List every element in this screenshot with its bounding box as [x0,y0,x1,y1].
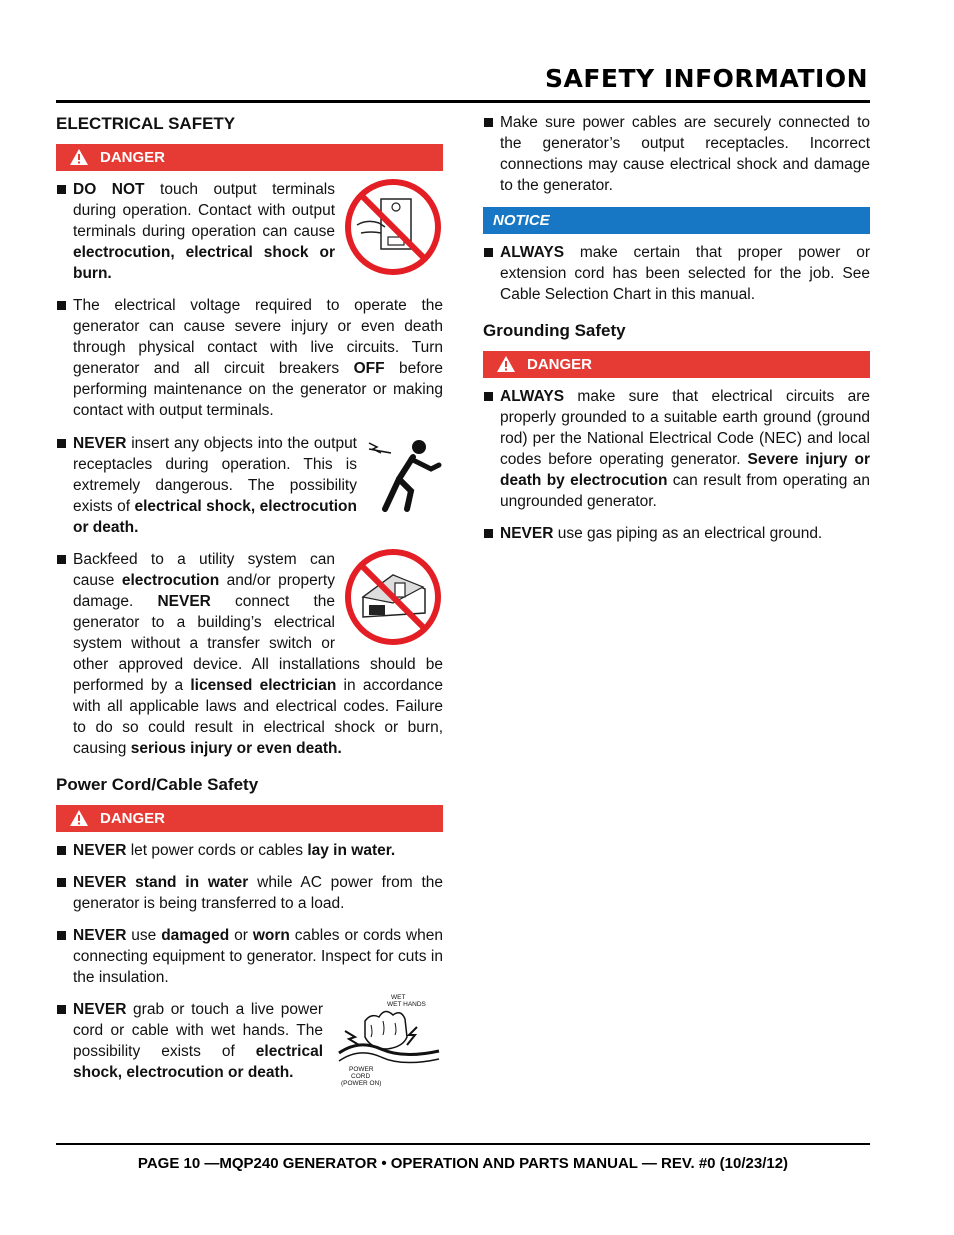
bullet-never-insert-objects: NEVER insert any objects into the output receptacles during operation. This is extremely dangerous. The possibility exists of electrical shock, electrocution or death. [56,433,443,538]
bullet-square-icon [57,301,66,310]
bullet-square-icon [57,931,66,940]
bullet-square-icon [57,439,66,448]
danger-label: DANGER [100,810,166,827]
footer-rule [56,1143,870,1145]
bullet-square-icon [484,529,493,538]
electrocution-person-icon [365,435,443,513]
fig-label-hands: WET HANDS [387,1001,426,1008]
sub-title-power-cord-safety: Power Cord/Cable Safety [56,775,259,794]
warning-triangle-icon [496,355,516,373]
bullet-wet-hands: WET WET HANDS POWER CORD (POWER ON) NEVER grab or touch a live power cord or cable with wet hands. The possibility exists of electrical shock, electrocution or death. [56,999,443,1083]
bullet-backfeed: Backfeed to a utility system can cause electrocution and/or property damage. NEVER connect the generator to a building’s electrical system without a transfer switch or other approved device. All installations should be performed by a licensed electrician in accordance with all applicable laws and electrical codes. Failure to do so could result in electrical shock or burn, causing serious injury or even death. [56,549,443,759]
page-title: SAFETY INFORMATION [545,64,868,93]
no-touch-terminals-icon [343,177,443,277]
right-column [483,112,870,555]
sub-title-grounding-safety: Grounding Safety [483,321,626,340]
fig-label-cord: CORD [351,1073,371,1080]
wet-hands-power-cord-icon [331,991,443,1087]
bullet-proper-cord: ALWAYS make certain that proper power or extension cord has been selected for the job. See Cable Selection Chart in this manual. [483,242,870,305]
bullet-square-icon [57,1005,66,1014]
bullet-square-icon [57,185,66,194]
bullet-grounded-circuits: ALWAYS make sure that electrical circuits are properly grounded to a suitable earth ground (ground rod) per the National Electrical Code (NEC) and local codes before operating generator. Severe injury or death by electrocution can result from operating an ungrounded generator. [483,386,870,512]
bullet-gas-piping: NEVER use gas piping as an electrical ground. [483,523,870,544]
bullet-electrical-voltage: The electrical voltage required to operate the generator can cause severe injury or even death through physical contact with live circuits. Turn generator and all circuit breakers OFF before performing maintenance on the generator or making contact with output terminals. [56,295,443,421]
danger-label: DANGER [100,149,166,166]
bullet-cords-water: NEVER let power cords or cables lay in water. [56,840,443,861]
bullet-stand-in-water: NEVER stand in water while AC power from the generator is being transferred to a load. [56,872,443,914]
left-column [56,112,443,1094]
bullet-square-icon [484,118,493,127]
danger-banner [56,805,443,832]
fig-label-power-on: (POWER ON) [341,1080,382,1087]
danger-banner [56,144,443,171]
bullet-damaged-cables: NEVER use damaged or worn cables or cords when connecting equipment to generator. Inspect for cuts in the insulation. [56,925,443,988]
fig-label-power: POWER [349,1066,374,1073]
danger-banner [483,351,870,378]
section-title-electrical-safety: ELECTRICAL SAFETY [56,114,236,133]
danger-label: DANGER [527,356,593,373]
bullet-do-not-touch: DO NOT touch output terminals during operation. Contact with output terminals during operation can cause electrocution, electrical shock or burn. [56,179,443,284]
notice-label: NOTICE [493,212,550,229]
page-footer: PAGE 10 —MQP240 GENERATOR • OPERATION AND PARTS MANUAL — REV. #0 (10/23/12) [137,1155,789,1172]
bullet-square-icon [484,248,493,257]
warning-triangle-icon [69,809,89,827]
bullet-secure-cables: Make sure power cables are securely connected to the generator’s output receptacles. Incorrect connections may cause electrical shock and damage to the generator. [483,112,870,196]
bullet-square-icon [57,846,66,855]
notice-banner [483,207,870,234]
bullet-square-icon [57,555,66,564]
warning-triangle-icon [69,148,89,166]
bullet-square-icon [484,392,493,401]
header-rule [56,100,870,103]
no-backfeed-building-icon [343,547,443,647]
fig-label-wet: WET [391,994,406,1001]
bullet-square-icon [57,878,66,887]
